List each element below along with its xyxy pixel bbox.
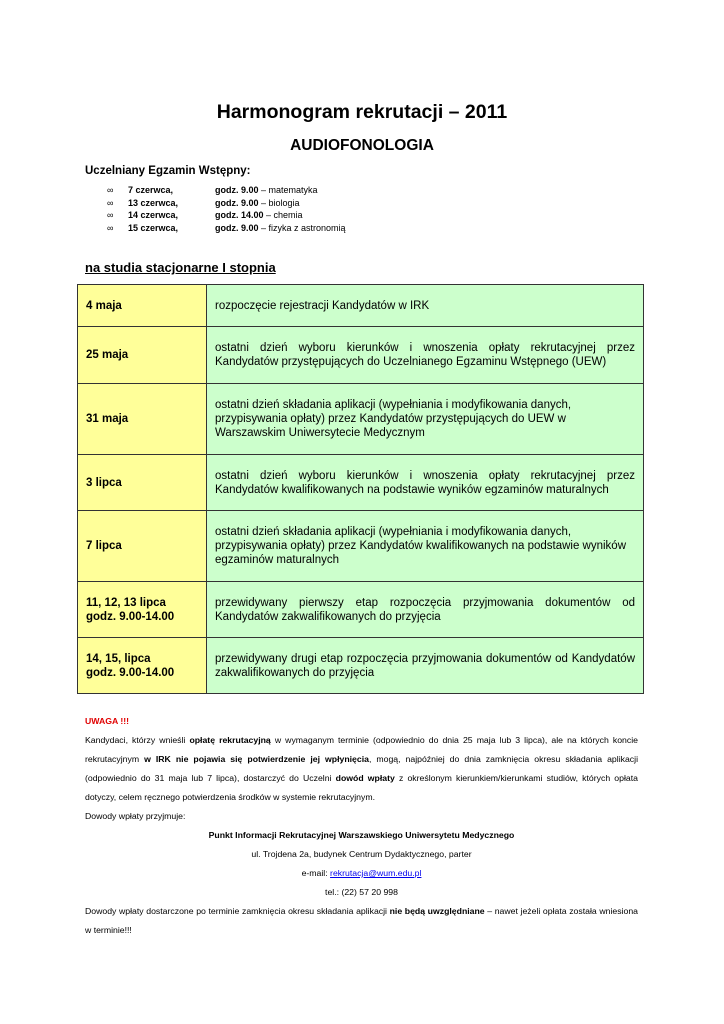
exam-subject: – biologia [258, 197, 300, 208]
schedule-table [77, 284, 644, 694]
email-label: e-mail: [301, 868, 331, 878]
bold-span: w IRK nie pojawia się potwierdzenie jej wpłynięcia [144, 754, 369, 764]
exam-hour: godz. 14.00 [215, 210, 264, 220]
exam-subject: – chemia [263, 210, 303, 220]
description-cell: ostatni dzień wyboru kierunków i wnoszenia opłaty rekrutacyjnej przez Kandydatów przystępujących do Uczelnianego Egzaminu Wstępnego (UEW) [207, 327, 644, 384]
bullet-icon: ∞ [107, 197, 114, 208]
exam-hour: godz. 9.00 [215, 185, 259, 195]
office-phone: tel.: (22) 57 20 998 [325, 887, 398, 897]
bullet-icon: ∞ [107, 185, 114, 195]
description-cell: rozpoczęcie rejestracji Kandydatów w IRK [207, 285, 644, 327]
paragraph-payment [85, 731, 638, 807]
paragraph-late [85, 902, 638, 940]
paragraph-accepts: Dowody wpłaty przyjmuje: [85, 811, 186, 821]
table-row [78, 582, 644, 638]
table-row [78, 384, 644, 455]
date-text: 3 lipca [86, 476, 122, 489]
office-address: ul. Trojdena 2a, budynek Centrum Dydaktycznego, parter [251, 849, 472, 859]
exam-hour: godz. 9.00 [215, 197, 259, 208]
text-span: Kandydaci, którzy wnieśli [85, 735, 190, 745]
exam-time [215, 184, 318, 197]
table-row [78, 455, 644, 511]
warning-label: UWAGA !!! [85, 716, 130, 726]
date-text: 7 lipca [86, 540, 122, 552]
bullet-icon: ∞ [107, 222, 114, 233]
description-cell: ostatni dzień wyboru kierunków i wnoszenia opłaty rekrutacyjnej przez Kandydatów kwalifikowanych na podstawie wyników egzaminów maturalnych [207, 455, 644, 511]
description-cell: ostatni dzień składania aplikacji (wypełniania i modyfikowania danych, przypisywania opłaty) przez Kandydatów przystępujących do UEW w Warszawskim Uniwersytecie Medycznym [207, 384, 644, 455]
bold-span: dowód wpłaty [335, 773, 395, 783]
text-span: Dowody wpłaty dostarczone po terminie zamknięcia okresu składania aplikacji [85, 906, 390, 916]
description-cell: przewidywany drugi etap rozpoczęcia przyjmowania dokumentów od Kandydatów zakwalifikowanych do przyjęcia [207, 638, 644, 694]
date-cell [78, 582, 207, 638]
text-span: , mogą, najpóźniej do dnia zamknięcia okresu składania aplikacji (odpowiednio do 31 maja lub 7 lipca), dostarczyć do Uczelni [85, 754, 638, 783]
exam-date: 15 czerwca, [128, 222, 179, 233]
date-cell [78, 638, 207, 694]
date-cell [78, 327, 207, 384]
exam-subject: – fizyka z astronomią [258, 222, 346, 233]
exam-date: 13 czerwca, [128, 197, 179, 208]
exam-time [215, 209, 303, 222]
office-name [85, 826, 638, 845]
date-cell [78, 285, 207, 327]
date-cell [78, 455, 207, 511]
exam-heading: Uczelniany Egzamin Wstępny: [85, 165, 251, 177]
text-span: w wymaganym terminie (odpowiednio do dnia 25 maja lub 3 lipca), ale na których koncie rekrutacyjnym [85, 735, 638, 764]
page-title: Harmonogram rekrutacji – 2011 [216, 101, 508, 123]
description-cell: ostatni dzień składania aplikacji (wypełniania i modyfikowania danych, przypisywania opłaty) przez Kandydatów kwalifikowanych na podstawie wyników egzaminów maturalnych [207, 511, 644, 582]
exam-time [215, 197, 300, 210]
text-span: z określonym kierunkiem/kierunkami studiów, których opłata dotyczy, celem ręcznego potwierdzenia środków w systemie rekrutacyjnym. [85, 773, 638, 802]
description-cell: przewidywany pierwszy etap rozpoczęcia przyjmowania dokumentów od Kandydatów zakwalifikowanych do przyjęcia [207, 582, 644, 638]
date-text: 25 maja [86, 349, 129, 361]
bullet-icon: ∞ [107, 210, 114, 220]
email-link[interactable]: rekrutacja@wum.edu.pl [330, 868, 422, 878]
date-text: 4 maja [86, 299, 122, 312]
text-span: – nawet jeżeli opłata została wniesiona w terminie!!! [85, 906, 638, 935]
bold-span: opłatę rekrutacyjną [189, 735, 271, 745]
exam-time [215, 222, 346, 235]
date-text: 31 maja [86, 413, 129, 425]
exam-date: 7 czerwca, [128, 185, 174, 195]
office-email [85, 864, 638, 883]
bold-span: nie będą uwzględniane [389, 906, 485, 916]
date-text: 11, 12, 13 lipca [86, 596, 166, 609]
table-row [78, 327, 644, 384]
notes-section [85, 712, 638, 940]
time-text: godz. 9.00-14.00 [86, 610, 175, 623]
section-heading: na studia stacjonarne I stopnia [85, 260, 276, 275]
date-cell [78, 384, 207, 455]
time-text: godz. 9.00-14.00 [86, 666, 175, 679]
table-row [78, 285, 644, 327]
date-text: 14, 15, lipca [86, 652, 151, 665]
table-row [78, 511, 644, 582]
table-row [78, 638, 644, 694]
page-subtitle: AUDIOFONOLOGIA [290, 137, 434, 154]
office-name-text: Punkt Informacji Rekrutacyjnej Warszawskiego Uniwersytetu Medycznego [208, 830, 515, 840]
exam-date: 14 czerwca, [128, 210, 179, 220]
exam-hour: godz. 9.00 [215, 222, 259, 233]
exam-subject: – matematyka [258, 185, 318, 195]
date-cell [78, 511, 207, 582]
